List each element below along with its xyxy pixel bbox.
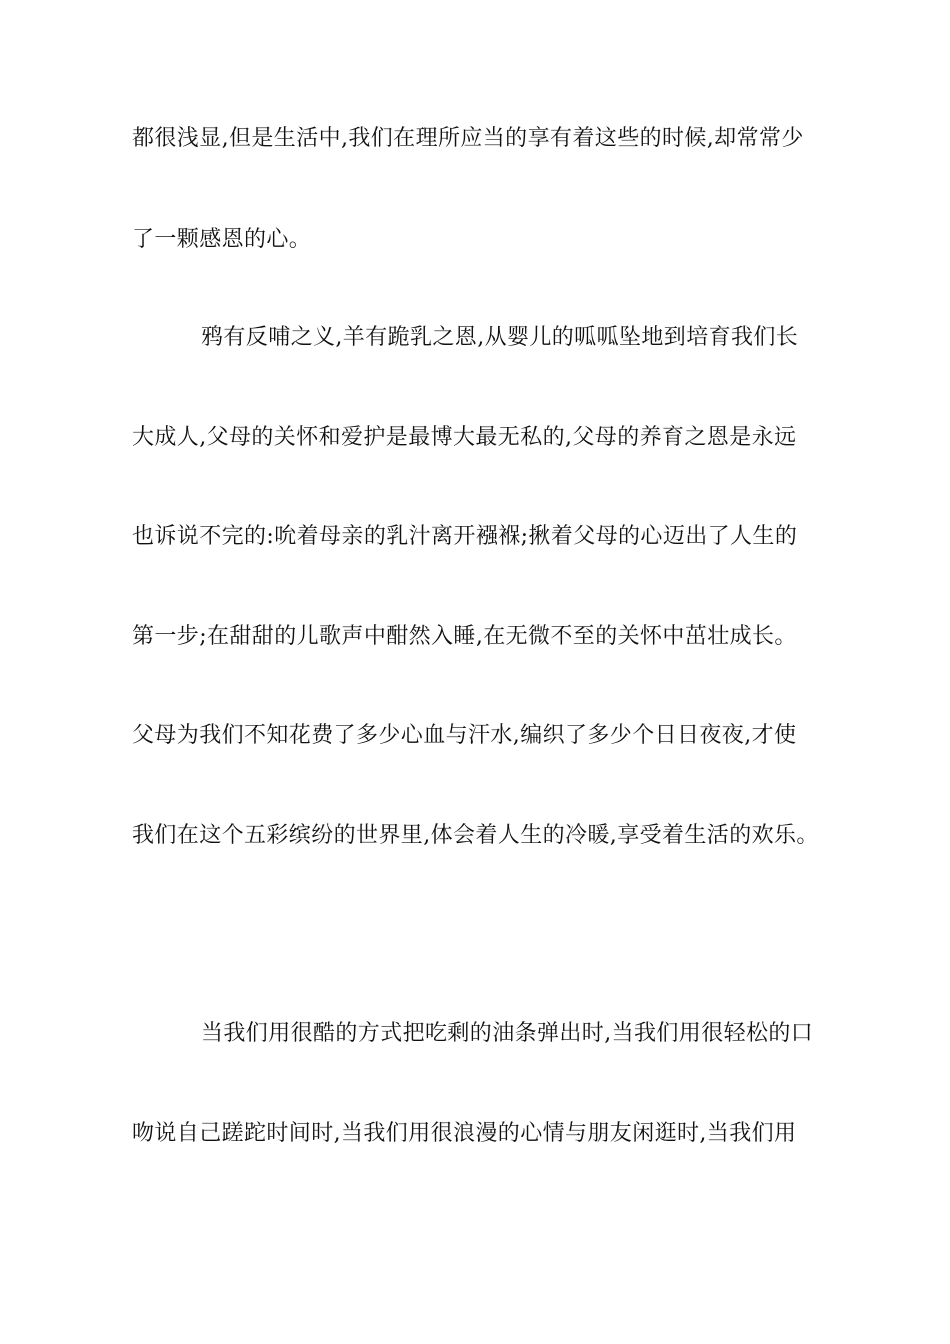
text-line: 父母为我们不知花费了多少心血与汗水,编织了多少个日日夜夜,才使 [132,723,797,748]
text-line: 也诉说不完的:吮着母亲的乳汁离开襁褓;揪着父母的心迈出了人生的 [132,524,798,549]
text-line: 吻说自己蹉跎时间时,当我们用很浪漫的心情与朋友闲逛时,当我们用 [132,1121,797,1146]
paragraph-start-line: 鸦有反哺之义,羊有跪乳之恩,从婴儿的呱呱坠地到培育我们长 [201,325,799,350]
text-line: 大成人,父母的关怀和爱护是最博大最无私的,父母的养育之恩是永远 [132,425,797,450]
text-line: 都很浅显,但是生活中,我们在理所应当的享有着这些的时候,却常常少 [132,126,804,151]
text-line: 第一步;在甜甜的儿歌声中酣然入睡,在无微不至的关怀中茁壮成长。 [132,624,797,649]
paragraph-start-line: 当我们用很酷的方式把吃剩的油条弹出时,当我们用很轻松的口 [201,1021,814,1046]
text-line: 我们在这个五彩缤纷的世界里,体会着人生的冷暖,享受着生活的欢乐。 [132,823,819,848]
text-line: 了一颗感恩的心。 [132,227,312,252]
